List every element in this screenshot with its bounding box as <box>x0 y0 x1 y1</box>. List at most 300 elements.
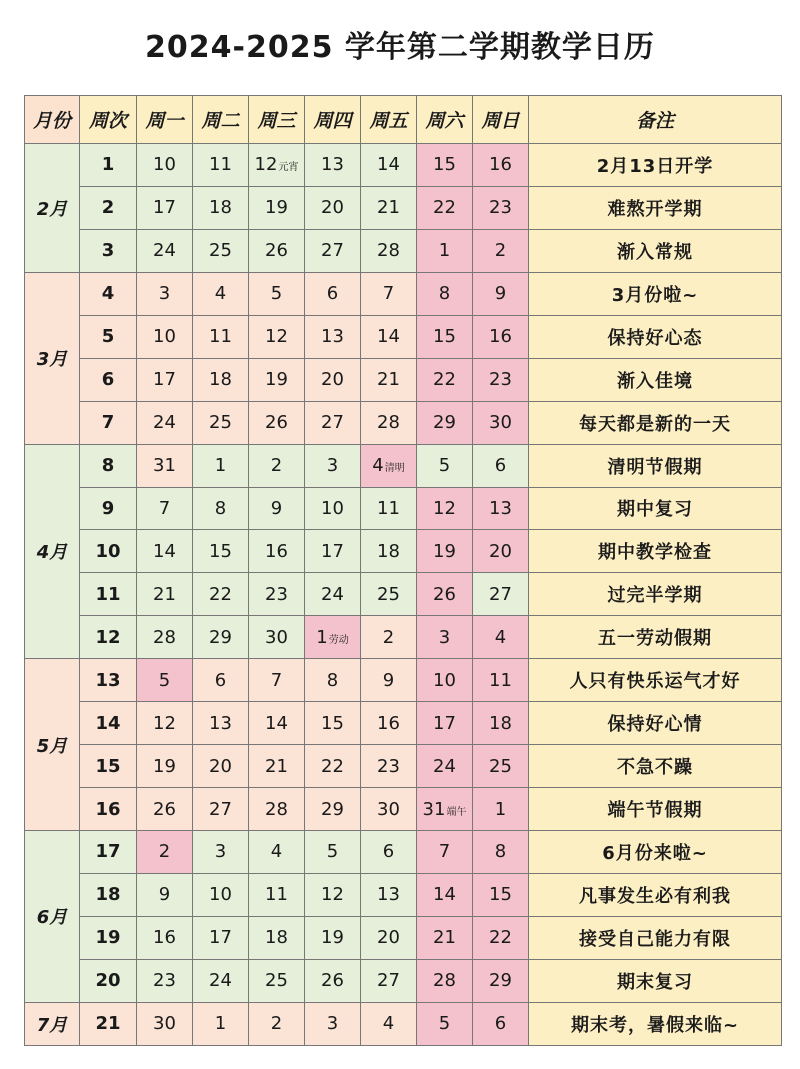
day-number: 8 <box>214 497 227 519</box>
day-number: 26 <box>153 798 176 820</box>
day-cell-mon <box>137 916 193 959</box>
day-number: 18 <box>377 540 400 562</box>
day-number: 20 <box>321 369 344 391</box>
week-row <box>25 358 782 401</box>
note-cell: 渐入佳境 <box>529 358 782 401</box>
calendar-body <box>25 144 782 1046</box>
day-cell-fri <box>361 745 417 788</box>
day-cell-wed <box>249 444 305 487</box>
week-row <box>25 487 782 530</box>
day-number: 25 <box>489 755 512 777</box>
day-cell-thu <box>305 788 361 831</box>
day-number: 26 <box>433 583 456 605</box>
day-number: 19 <box>321 927 344 949</box>
day-cell-fri <box>361 959 417 1002</box>
day-number: 11 <box>209 326 232 348</box>
day-cell-thu <box>305 401 361 444</box>
day-number: 24 <box>153 412 176 434</box>
day-number: 7 <box>382 283 395 305</box>
day-cell-mon <box>137 186 193 229</box>
day-cell-sat <box>417 745 473 788</box>
day-number: 24 <box>321 583 344 605</box>
note-cell: 过完半学期 <box>529 573 782 616</box>
day-number: 13 <box>321 154 344 176</box>
day-number: 15 <box>433 326 456 348</box>
week-row <box>25 616 782 659</box>
day-number: 22 <box>489 927 512 949</box>
note-cell: 3月份啦~ <box>529 272 782 315</box>
day-cell-wed <box>249 831 305 874</box>
day-number: 23 <box>489 197 512 219</box>
day-number: 29 <box>433 412 456 434</box>
day-cell-wed <box>249 272 305 315</box>
day-cell-wed <box>249 315 305 358</box>
day-number: 16 <box>265 540 288 562</box>
day-number: 2 <box>270 455 283 477</box>
day-cell-wed <box>249 616 305 659</box>
week-number-cell: 11 <box>80 573 137 616</box>
week-number-cell: 7 <box>80 401 137 444</box>
day-cell-wed <box>249 873 305 916</box>
day-number: 2 <box>382 626 395 648</box>
day-cell-sat <box>417 788 473 831</box>
day-number: 21 <box>433 927 456 949</box>
day-number: 27 <box>321 240 344 262</box>
day-number: 3 <box>326 1013 339 1035</box>
day-number: 8 <box>438 283 451 305</box>
day-number: 7 <box>270 669 283 691</box>
day-cell-mon <box>137 1002 193 1045</box>
calendar-table <box>24 95 782 1046</box>
day-cell-fri <box>361 358 417 401</box>
day-cell-mon <box>137 358 193 401</box>
day-cell-fri <box>361 530 417 573</box>
day-cell-fri <box>361 873 417 916</box>
month-cell: 5月 <box>25 659 80 831</box>
day-cell-fri <box>361 315 417 358</box>
day-number: 5 <box>438 455 451 477</box>
day-number: 22 <box>321 755 344 777</box>
day-cell-tue <box>193 272 249 315</box>
day-cell-sat <box>417 487 473 530</box>
day-cell-mon <box>137 788 193 831</box>
day-number: 2 <box>494 240 507 262</box>
day-cell-sun <box>473 1002 529 1045</box>
day-number: 1 <box>316 626 328 648</box>
day-cell-tue <box>193 873 249 916</box>
week-row <box>25 873 782 916</box>
day-number: 14 <box>433 884 456 906</box>
day-cell-tue <box>193 1002 249 1045</box>
day-cell-mon <box>137 144 193 187</box>
day-cell-sun <box>473 959 529 1002</box>
day-cell-thu <box>305 144 361 187</box>
day-number: 31 <box>153 455 176 477</box>
day-number: 18 <box>209 369 232 391</box>
day-number: 17 <box>153 369 176 391</box>
day-cell-sat <box>417 702 473 745</box>
note-cell: 期中复习 <box>529 487 782 530</box>
day-number: 23 <box>377 755 400 777</box>
day-number: 7 <box>158 497 171 519</box>
day-number: 14 <box>377 154 400 176</box>
day-number: 10 <box>433 669 456 691</box>
day-number: 8 <box>326 669 339 691</box>
day-cell-sun <box>473 186 529 229</box>
header-mon: 周一 <box>137 96 193 144</box>
note-cell: 渐入常规 <box>529 229 782 272</box>
day-cell-sun <box>473 788 529 831</box>
day-cell-sun <box>473 659 529 702</box>
day-number: 5 <box>158 669 171 691</box>
day-cell-mon <box>137 530 193 573</box>
day-cell-fri <box>361 144 417 187</box>
day-number: 28 <box>377 240 400 262</box>
note-cell: 清明节假期 <box>529 444 782 487</box>
day-cell-wed <box>249 530 305 573</box>
page-title: 2024-2025 学年第二学期教学日历 <box>145 30 655 65</box>
day-number: 9 <box>158 884 171 906</box>
day-cell-sun <box>473 315 529 358</box>
week-number-cell: 9 <box>80 487 137 530</box>
day-number: 2 <box>270 1013 283 1035</box>
header-tue: 周二 <box>193 96 249 144</box>
day-number: 6 <box>494 455 507 477</box>
week-row <box>25 959 782 1002</box>
day-number: 3 <box>438 626 451 648</box>
day-number: 29 <box>321 798 344 820</box>
day-number: 12 <box>265 326 288 348</box>
day-cell-sat <box>417 315 473 358</box>
day-cell-mon <box>137 745 193 788</box>
day-cell-wed <box>249 1002 305 1045</box>
day-cell-fri <box>361 616 417 659</box>
day-cell-wed <box>249 401 305 444</box>
day-cell-sat <box>417 659 473 702</box>
day-number: 22 <box>209 583 232 605</box>
day-cell-sat <box>417 144 473 187</box>
note-cell: 期末考，暑假来临~ <box>529 1002 782 1045</box>
day-cell-thu <box>305 873 361 916</box>
note-cell: 6月份来啦~ <box>529 831 782 874</box>
day-number: 14 <box>377 326 400 348</box>
header-fri: 周五 <box>361 96 417 144</box>
day-number: 26 <box>321 970 344 992</box>
day-cell-fri <box>361 487 417 530</box>
day-cell-tue <box>193 831 249 874</box>
day-number: 30 <box>153 1013 176 1035</box>
day-number: 18 <box>209 197 232 219</box>
day-cell-thu <box>305 272 361 315</box>
day-cell-fri <box>361 916 417 959</box>
day-cell-sat <box>417 229 473 272</box>
day-cell-wed <box>249 788 305 831</box>
day-cell-thu <box>305 444 361 487</box>
week-row <box>25 530 782 573</box>
week-row <box>25 401 782 444</box>
day-cell-wed <box>249 573 305 616</box>
day-cell-tue <box>193 659 249 702</box>
day-cell-mon <box>137 702 193 745</box>
day-cell-sun <box>473 358 529 401</box>
day-cell-tue <box>193 144 249 187</box>
day-cell-fri <box>361 702 417 745</box>
day-cell-fri <box>361 272 417 315</box>
day-cell-wed <box>249 959 305 1002</box>
day-number: 19 <box>433 540 456 562</box>
day-cell-fri <box>361 186 417 229</box>
day-number: 6 <box>214 669 227 691</box>
day-number: 20 <box>489 540 512 562</box>
day-number: 22 <box>433 369 456 391</box>
day-number: 17 <box>321 540 344 562</box>
day-cell-sat <box>417 186 473 229</box>
week-number-cell: 18 <box>80 873 137 916</box>
week-row <box>25 745 782 788</box>
day-cell-wed <box>249 487 305 530</box>
week-number-cell: 19 <box>80 916 137 959</box>
day-number: 16 <box>489 326 512 348</box>
header-week: 周次 <box>80 96 137 144</box>
day-number: 5 <box>270 283 283 305</box>
header-wed: 周三 <box>249 96 305 144</box>
day-number: 16 <box>489 154 512 176</box>
week-number-cell: 12 <box>80 616 137 659</box>
day-cell-sun <box>473 272 529 315</box>
day-cell-thu <box>305 487 361 530</box>
month-cell: 2月 <box>25 144 80 273</box>
day-number: 10 <box>209 884 232 906</box>
day-number: 21 <box>265 755 288 777</box>
header-row <box>25 96 782 144</box>
day-number: 18 <box>489 712 512 734</box>
day-cell-tue <box>193 702 249 745</box>
week-row <box>25 1002 782 1045</box>
day-cell-thu <box>305 358 361 401</box>
week-row <box>25 788 782 831</box>
day-number: 12 <box>433 497 456 519</box>
holiday-label: 端午 <box>446 806 467 818</box>
day-cell-thu <box>305 1002 361 1045</box>
day-cell-tue <box>193 573 249 616</box>
day-number: 13 <box>489 497 512 519</box>
week-number-cell: 13 <box>80 659 137 702</box>
day-cell-thu <box>305 745 361 788</box>
day-cell-mon <box>137 831 193 874</box>
day-cell-sat <box>417 959 473 1002</box>
day-number: 10 <box>153 326 176 348</box>
day-number: 24 <box>433 755 456 777</box>
day-cell-sun <box>473 873 529 916</box>
month-cell: 4月 <box>25 444 80 659</box>
day-cell-thu <box>305 916 361 959</box>
day-number: 24 <box>153 240 176 262</box>
day-cell-wed <box>249 916 305 959</box>
day-cell-tue <box>193 487 249 530</box>
day-number: 17 <box>209 927 232 949</box>
day-number: 30 <box>489 412 512 434</box>
week-row <box>25 315 782 358</box>
day-number: 4 <box>372 455 384 477</box>
day-number: 6 <box>494 1013 507 1035</box>
week-row <box>25 444 782 487</box>
day-cell-thu <box>305 702 361 745</box>
day-number: 9 <box>382 669 395 691</box>
day-cell-fri <box>361 229 417 272</box>
day-number: 21 <box>377 369 400 391</box>
day-number: 3 <box>326 455 339 477</box>
week-number-cell: 4 <box>80 272 137 315</box>
day-cell-sun <box>473 831 529 874</box>
day-cell-wed <box>249 186 305 229</box>
day-cell-sat <box>417 358 473 401</box>
day-cell-mon <box>137 401 193 444</box>
day-cell-thu <box>305 659 361 702</box>
day-cell-tue <box>193 186 249 229</box>
day-cell-sat <box>417 1002 473 1045</box>
day-number: 11 <box>265 884 288 906</box>
day-cell-mon <box>137 487 193 530</box>
day-number: 27 <box>209 798 232 820</box>
day-number: 19 <box>265 197 288 219</box>
day-cell-wed <box>249 659 305 702</box>
day-number: 18 <box>265 927 288 949</box>
day-cell-fri <box>361 401 417 444</box>
day-number: 15 <box>209 540 232 562</box>
day-cell-sun <box>473 745 529 788</box>
day-cell-sat <box>417 873 473 916</box>
day-cell-tue <box>193 401 249 444</box>
day-cell-sun <box>473 229 529 272</box>
week-number-cell: 14 <box>80 702 137 745</box>
week-number-cell: 20 <box>80 959 137 1002</box>
holiday-label: 劳动 <box>328 634 349 646</box>
day-cell-mon <box>137 959 193 1002</box>
week-row <box>25 229 782 272</box>
day-number: 25 <box>209 412 232 434</box>
day-number: 8 <box>494 841 507 863</box>
week-number-cell: 5 <box>80 315 137 358</box>
day-number: 4 <box>214 283 227 305</box>
day-cell-sat <box>417 272 473 315</box>
month-cell: 7月 <box>25 1002 80 1045</box>
day-cell-sun <box>473 444 529 487</box>
day-cell-thu <box>305 616 361 659</box>
day-number: 6 <box>382 841 395 863</box>
week-row <box>25 186 782 229</box>
week-number-cell: 1 <box>80 144 137 187</box>
day-number: 28 <box>377 412 400 434</box>
day-number: 29 <box>209 626 232 648</box>
day-cell-sat <box>417 530 473 573</box>
day-number: 20 <box>377 927 400 949</box>
day-cell-mon <box>137 659 193 702</box>
day-number: 27 <box>377 970 400 992</box>
day-cell-thu <box>305 573 361 616</box>
note-cell: 2月13日开学 <box>529 144 782 187</box>
week-row <box>25 702 782 745</box>
day-number: 26 <box>265 412 288 434</box>
day-cell-tue <box>193 959 249 1002</box>
day-cell-wed <box>249 144 305 187</box>
day-cell-mon <box>137 444 193 487</box>
day-number: 25 <box>377 583 400 605</box>
week-row <box>25 272 782 315</box>
holiday-label: 元宵 <box>278 162 299 174</box>
day-number: 19 <box>153 755 176 777</box>
week-number-cell: 8 <box>80 444 137 487</box>
week-row <box>25 659 782 702</box>
day-cell-tue <box>193 916 249 959</box>
week-row <box>25 573 782 616</box>
week-row <box>25 144 782 187</box>
week-number-cell: 21 <box>80 1002 137 1045</box>
day-cell-sun <box>473 702 529 745</box>
header-notes: 备注 <box>529 96 782 144</box>
note-cell: 保持好心态 <box>529 315 782 358</box>
note-cell: 接受自己能力有限 <box>529 916 782 959</box>
day-number: 23 <box>489 369 512 391</box>
day-number: 11 <box>489 669 512 691</box>
note-cell: 保持好心情 <box>529 702 782 745</box>
day-cell-mon <box>137 616 193 659</box>
day-cell-tue <box>193 315 249 358</box>
header-sat: 周六 <box>417 96 473 144</box>
day-cell-sun <box>473 144 529 187</box>
day-cell-sat <box>417 444 473 487</box>
day-number: 9 <box>270 497 283 519</box>
day-cell-fri <box>361 831 417 874</box>
day-number: 23 <box>265 583 288 605</box>
day-number: 21 <box>153 583 176 605</box>
day-number: 13 <box>321 326 344 348</box>
note-cell: 人只有快乐运气才好 <box>529 659 782 702</box>
day-number: 16 <box>377 712 400 734</box>
day-number: 28 <box>433 970 456 992</box>
day-number: 3 <box>214 841 227 863</box>
day-number: 14 <box>153 540 176 562</box>
day-cell-wed <box>249 229 305 272</box>
day-number: 16 <box>153 927 176 949</box>
day-number: 12 <box>153 712 176 734</box>
day-number: 6 <box>326 283 339 305</box>
note-cell: 五一劳动假期 <box>529 616 782 659</box>
day-number: 22 <box>433 197 456 219</box>
day-cell-wed <box>249 358 305 401</box>
day-number: 21 <box>377 197 400 219</box>
day-cell-fri <box>361 1002 417 1045</box>
day-number: 5 <box>326 841 339 863</box>
note-cell: 期中教学检查 <box>529 530 782 573</box>
day-number: 27 <box>321 412 344 434</box>
day-number: 15 <box>433 154 456 176</box>
day-cell-fri <box>361 659 417 702</box>
day-cell-mon <box>137 315 193 358</box>
day-number: 13 <box>209 712 232 734</box>
day-number: 12 <box>321 884 344 906</box>
holiday-label: 清明 <box>384 463 405 475</box>
day-cell-tue <box>193 444 249 487</box>
day-number: 23 <box>153 970 176 992</box>
day-number: 1 <box>214 455 227 477</box>
day-number: 24 <box>209 970 232 992</box>
day-number: 27 <box>489 583 512 605</box>
day-cell-thu <box>305 530 361 573</box>
day-number: 17 <box>153 197 176 219</box>
note-cell: 端午节假期 <box>529 788 782 831</box>
day-number: 31 <box>422 798 446 820</box>
day-number: 26 <box>265 240 288 262</box>
